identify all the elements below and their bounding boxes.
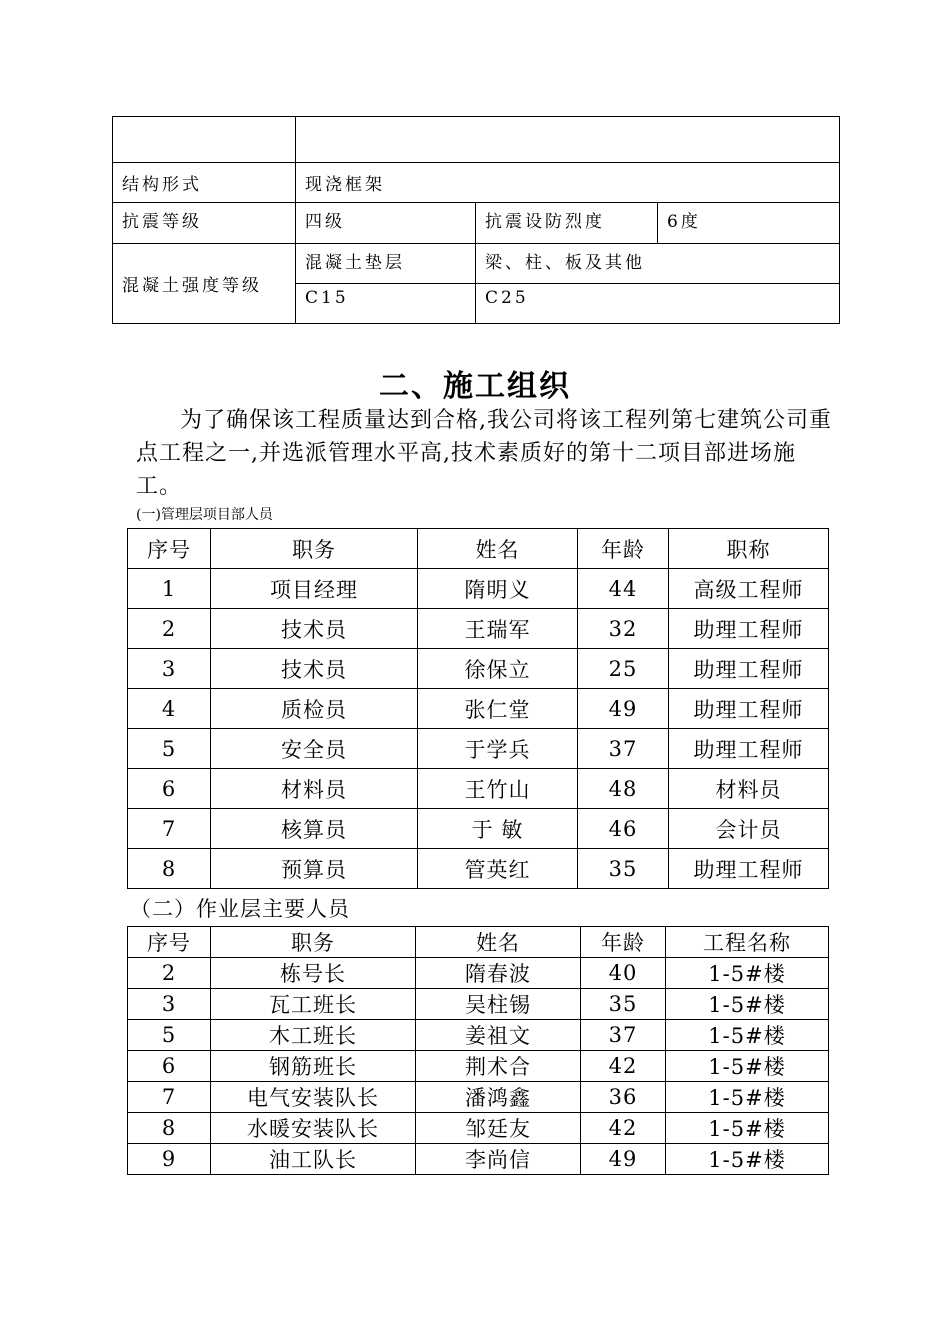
cell-name: 荆术合 [416,1051,581,1082]
cell-position: 瓦工班长 [211,989,416,1020]
cell-name: 管英红 [418,849,578,889]
cell-name: 于学兵 [418,729,578,769]
table-row [128,809,829,849]
header-position: 职务 [211,529,418,569]
cell-age: 25 [578,649,669,689]
cell-title: 1-5#楼 [666,989,829,1020]
cell-title: 1-5#楼 [666,1020,829,1051]
cell-index: 8 [128,1113,211,1144]
header-title: 工程名称 [666,927,829,958]
cell-position: 栋号长 [211,958,416,989]
cell-age: 32 [578,609,669,649]
structure-form-label: 结构形式 [113,163,296,203]
cell-index: 8 [128,849,211,889]
header-index: 序号 [128,529,211,569]
cell-age: 35 [581,989,666,1020]
cell-age: 49 [581,1144,666,1175]
cell-age: 36 [581,1082,666,1113]
cell-name: 张仁堂 [418,689,578,729]
cell-age: 35 [578,849,669,889]
cell-index: 5 [128,729,211,769]
cell-title: 助理工程师 [669,649,829,689]
cell-age: 37 [581,1020,666,1051]
table-row [128,849,829,889]
table-row [128,649,829,689]
cell-position: 质检员 [211,689,418,729]
cell-position: 核算员 [211,809,418,849]
table-row [128,1051,829,1082]
cell-name: 李尚信 [416,1144,581,1175]
cell-position: 技术员 [211,649,418,689]
cell-age: 42 [581,1051,666,1082]
seismic-grade-label: 抗震等级 [113,203,296,244]
section-title: 二、施工组织 [379,369,571,404]
table-row [128,989,829,1020]
header-title: 职称 [669,529,829,569]
concrete-beam-head: 梁、柱、板及其他 [476,244,840,284]
table-header-row [128,927,829,958]
seismic-intensity-label: 抗震设防烈度 [476,203,658,244]
cell-title: 助理工程师 [669,609,829,649]
cell-index: 1 [128,569,211,609]
cell-title: 会计员 [669,809,829,849]
cell-age: 46 [578,809,669,849]
header-position: 职务 [211,927,416,958]
cell-position: 电气安装队长 [211,1082,416,1113]
seismic-grade-value: 四级 [296,203,476,244]
cell-index: 3 [128,989,211,1020]
header-name: 姓名 [418,529,578,569]
cell-index: 6 [128,769,211,809]
cell-age: 44 [578,569,669,609]
concrete-cushion-value: C15 [296,284,476,324]
cell-title: 助理工程师 [669,729,829,769]
cell-position: 油工队长 [211,1144,416,1175]
cell-age: 37 [578,729,669,769]
cell-index: 5 [128,1020,211,1051]
header-age: 年龄 [581,927,666,958]
cell-age: 40 [581,958,666,989]
cell-name: 于 敏 [418,809,578,849]
cell-age: 48 [578,769,669,809]
cell-name: 徐保立 [418,649,578,689]
cell-index: 9 [128,1144,211,1175]
header-name: 姓名 [416,927,581,958]
table-row [128,1113,829,1144]
cell-index: 2 [128,958,211,989]
intro-paragraph: 为了确保该工程质量达到合格,我公司将该工程列第七建筑公司重点工程之一,并选派管理水平高,技术素质好的第十二项目部进场施工。 [136,408,832,499]
cell-index: 6 [128,1051,211,1082]
table-row [128,689,829,729]
table-row [128,958,829,989]
seismic-intensity-value: 6度 [658,203,840,244]
cell-name: 隋明义 [418,569,578,609]
blank-value-cell [296,117,840,163]
cell-title: 1-5#楼 [666,1113,829,1144]
cell-title: 1-5#楼 [666,1082,829,1113]
blank-label-cell [113,117,296,163]
cell-title: 1-5#楼 [666,958,829,989]
table-row [128,729,829,769]
table-row [128,609,829,649]
cell-position: 项目经理 [211,569,418,609]
concrete-cushion-head: 混凝土垫层 [296,244,476,284]
structure-table [112,116,840,324]
cell-age: 49 [578,689,669,729]
table-row [128,1020,829,1051]
cell-index: 7 [128,1082,211,1113]
cell-index: 4 [128,689,211,729]
table-header-row [128,529,829,569]
cell-position: 安全员 [211,729,418,769]
cell-name: 邹廷友 [416,1113,581,1144]
cell-name: 吴柱锡 [416,989,581,1020]
management-table [127,528,829,889]
cell-title: 助理工程师 [669,689,829,729]
table-row [128,1144,829,1175]
cell-position: 水暖安装队长 [211,1113,416,1144]
cell-name: 姜祖文 [416,1020,581,1051]
cell-name: 潘鸿鑫 [416,1082,581,1113]
operations-subtitle: （二）作业层主要人员 [130,897,350,921]
cell-title: 高级工程师 [669,569,829,609]
cell-name: 王竹山 [418,769,578,809]
table-row [128,569,829,609]
structure-form-value: 现浇框架 [296,163,840,203]
concrete-beam-value: C25 [476,284,840,324]
cell-position: 技术员 [211,609,418,649]
cell-title: 材料员 [669,769,829,809]
cell-name: 王瑞军 [418,609,578,649]
cell-name: 隋春波 [416,958,581,989]
cell-position: 钢筋班长 [211,1051,416,1082]
cell-title: 1-5#楼 [666,1051,829,1082]
table-row [128,1082,829,1113]
cell-position: 预算员 [211,849,418,889]
cell-index: 3 [128,649,211,689]
operations-table [127,926,829,1175]
cell-position: 材料员 [211,769,418,809]
cell-title: 助理工程师 [669,849,829,889]
management-subtitle: (一)管理层项目部人员 [136,507,273,523]
cell-title: 1-5#楼 [666,1144,829,1175]
table-row [128,769,829,809]
concrete-strength-label: 混凝土强度等级 [113,244,296,324]
cell-position: 木工班长 [211,1020,416,1051]
cell-index: 2 [128,609,211,649]
header-age: 年龄 [578,529,669,569]
cell-index: 7 [128,809,211,849]
cell-age: 42 [581,1113,666,1144]
header-index: 序号 [128,927,211,958]
